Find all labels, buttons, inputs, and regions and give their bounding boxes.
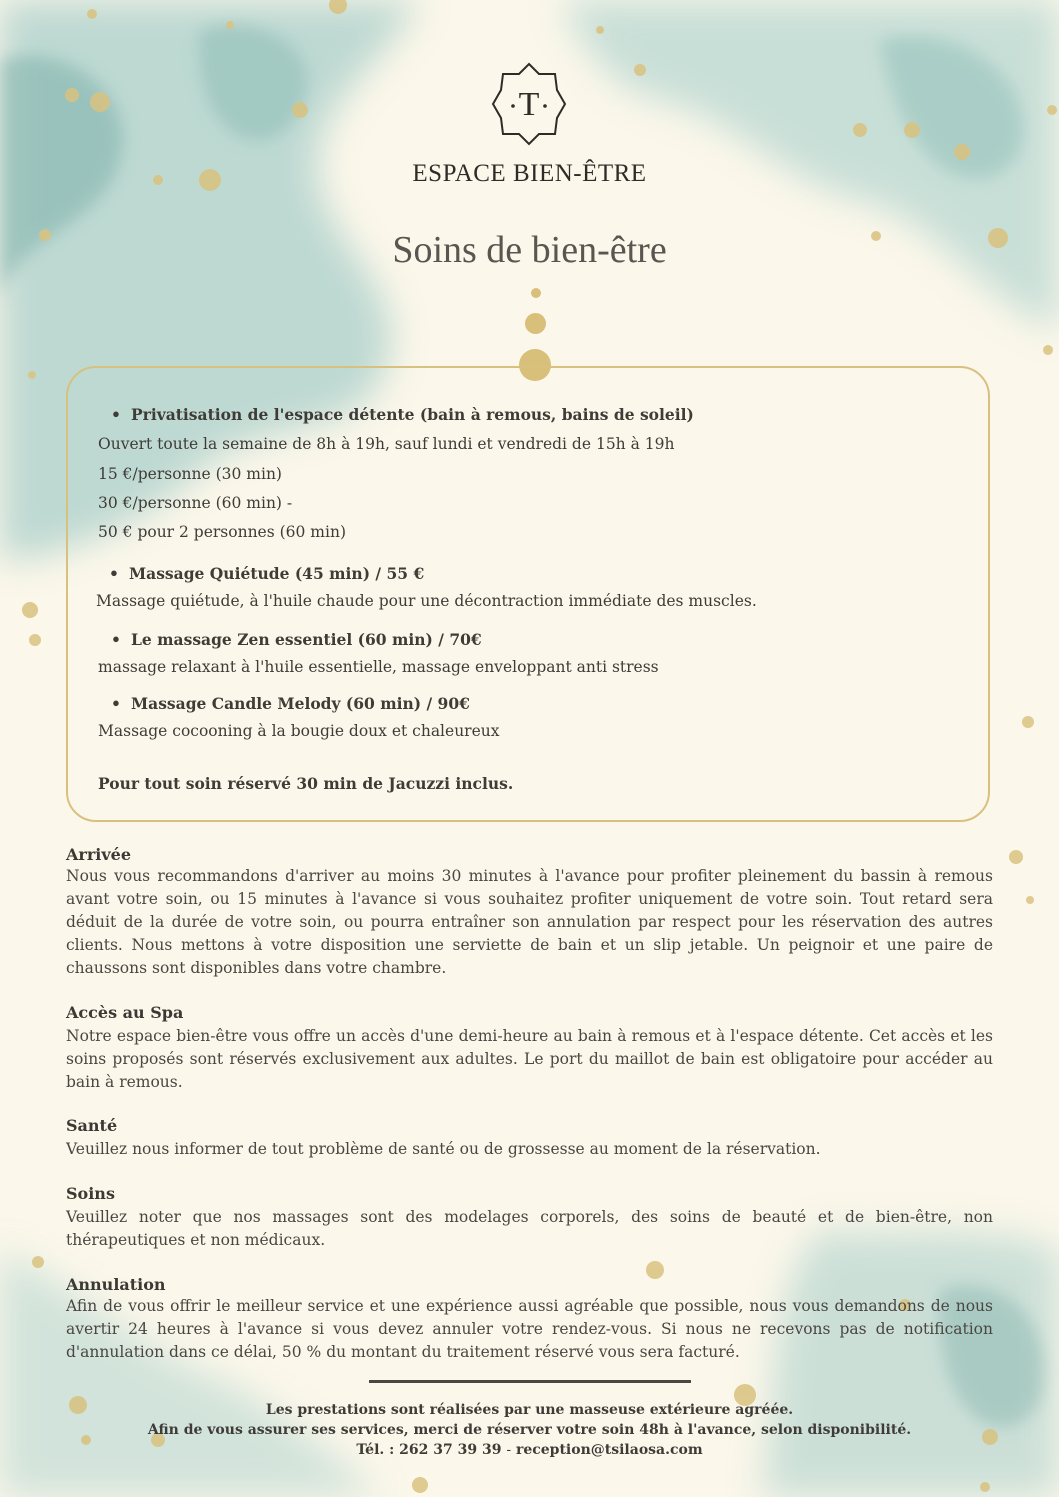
service-privatisation-hours: Ouvert toute la semaine de 8h à 19h, sauf lundi et vendredi de 15h à 19h <box>98 435 675 453</box>
section-annulation-text: Afin de vous offrir le meilleur service et une expérience aussi agréable que possible, nous vous demandons de nous avertir 24 heures à l'avance si vous devez annuler votre rendez-vous. Si nous ne recevons pas de notification d'annulation dans ce délai, 50 % du montant du traitement réservé vous sera facturé. <box>66 1297 993 1361</box>
service-candle-title: • Massage Candle Melody (60 min) / 90€ <box>131 694 470 713</box>
service-privatisation-title: • Privatisation de l'espace détente (bain à remous, bains de soleil) <box>131 405 694 424</box>
section-soins-text: Veuillez noter que nos massages sont des modelages corporels, des soins de beauté et de bien-être, non thérapeutiques et non médicaux. <box>66 1208 993 1249</box>
footer-line-1: Les prestations sont réalisées par une masseuse extérieure agréée. <box>265 1402 794 1418</box>
section-sante-text: Veuillez nous informer de tout problème de santé ou de grossesse au moment de la réservation. <box>66 1140 821 1158</box>
footer-phone: Tél. : 262 37 39 39 <box>356 1442 502 1458</box>
section-acces-heading: Accès au Spa <box>66 1003 184 1022</box>
service-zen-description: massage relaxant à l'huile essentielle, massage enveloppant anti stress <box>98 658 659 676</box>
footer-divider <box>369 1380 691 1383</box>
service-price-line: 50 € pour 2 personnes (60 min) <box>98 523 346 541</box>
service-candle-description: Massage cocooning à la bougie doux et chaleureux <box>98 722 500 740</box>
dot-small <box>531 288 541 298</box>
section-soins-heading: Soins <box>66 1184 115 1203</box>
footer-email-link[interactable]: reception@tsilaosa.com <box>515 1442 703 1458</box>
footer-contact <box>0 1442 1059 1458</box>
service-zen-title: • Le massage Zen essentiel (60 min) / 70€ <box>131 630 482 649</box>
section-acces-text: Notre espace bien-être vous offre un accès d'une demi-heure au bain à remous et à l'espace détente. Cet accès et les soins proposés sont réservés exclusivement aux adultes. Le port du maillot de bain est obligatoire pour accéder au bain à remous. <box>66 1027 993 1091</box>
footer-separator: - <box>506 1442 512 1458</box>
section-arrivee-text: Nous vous recommandons d'arriver au moins 30 minutes à l'avance pour profiter pleinement du bassin à remous avant votre soin, ou 15 minutes à l'avance si vous souhaitez profiter uniquement de votre soin. Tout retard sera déduit de la durée de votre soin, ou pourra entraîner son annulation par respect pour les réservation des autres clients. Nous mettons à votre disposition une serviette de bain et un slip jetable. Un peignoir et une paire de chaussons sont disponibles dans votre chambre. <box>66 867 993 977</box>
service-quietude-description: Massage quiétude, à l'huile chaude pour une décontraction immédiate des muscles. <box>96 592 757 610</box>
brand-name: ESPACE BIEN-ÊTRE <box>412 160 647 187</box>
service-quietude-title: • Massage Quiétude (45 min) / 55 € <box>129 564 424 583</box>
logo-letter: T <box>518 86 540 123</box>
service-price-line: 30 €/personne (60 min) - <box>98 494 293 512</box>
service-price-line: 15 €/personne (30 min) <box>98 465 282 483</box>
footer-line-2: Afin de vous assurer ses services, merci de réserver votre soin 48h à l'avance, selon disponibilité. <box>147 1422 912 1438</box>
section-sante-heading: Santé <box>66 1116 118 1135</box>
section-arrivee-heading: Arrivée <box>66 845 132 864</box>
page-title: Soins de bien-être <box>392 229 667 271</box>
jacuzzi-note: Pour tout soin réservé 30 min de Jacuzzi inclus. <box>98 774 514 793</box>
section-annulation-heading: Annulation <box>66 1275 166 1294</box>
dot-medium <box>525 313 546 334</box>
decorative-dots <box>0 0 1059 400</box>
